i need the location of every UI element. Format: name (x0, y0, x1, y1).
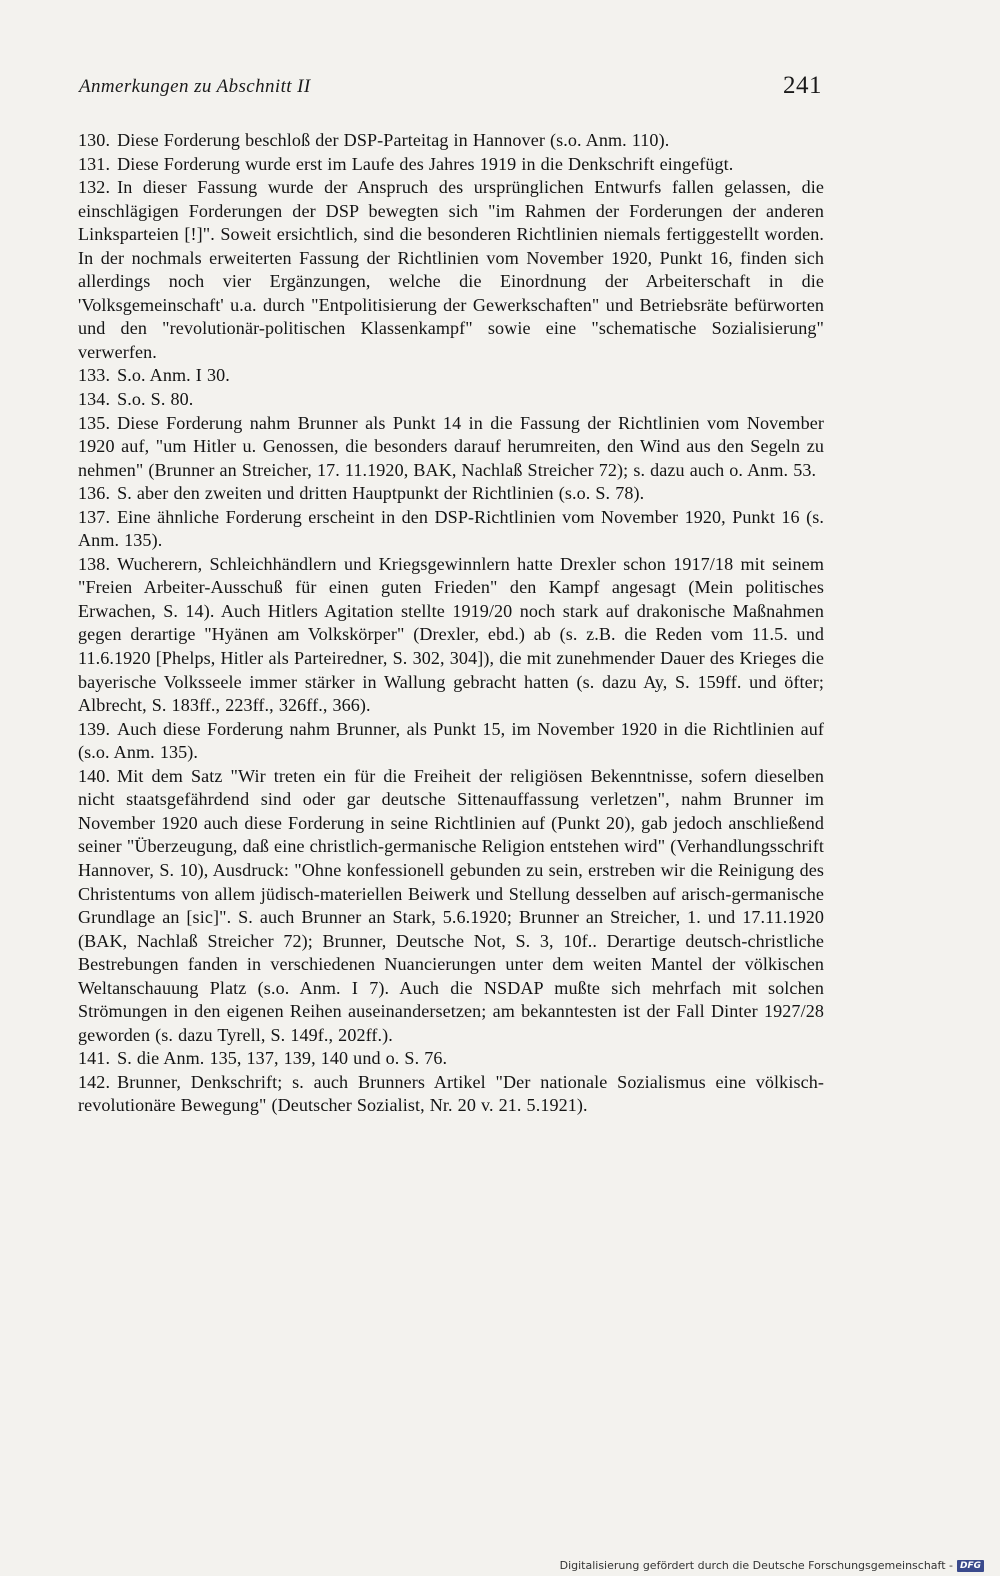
endnote-130 (78, 129, 824, 153)
note-text: Brunner, Denkschrift; s. auch Brunners Artikel "Der nationale Sozialismus eine völkisch-revolutionäre Bewegung" (Deutscher Sozialist, Nr. 20 v. 21. 5.1921). (78, 1071, 824, 1116)
note-text: S. aber den zweiten und dritten Hauptpunkt der Richtlinien (s.o. S. 78). (117, 483, 645, 504)
note-text: S.o. S. 80. (117, 389, 194, 410)
note-text: Diese Forderung wurde erst im Laufe des Jahres 1919 in die Denkschrift eingefügt. (117, 153, 734, 174)
note-number: 137. (78, 506, 111, 527)
note-text: Diese Forderung beschloß der DSP-Parteitag in Hannover (s.o. Anm. 110). (117, 130, 670, 150)
note-number: 130. (78, 130, 111, 150)
note-number: 134. (78, 389, 111, 410)
endnote-133 (78, 364, 824, 388)
note-number: 140. (78, 765, 111, 786)
endnote-140 (78, 765, 824, 1048)
endnotes-list (78, 129, 824, 1118)
endnote-132 (78, 176, 824, 364)
endnote-138 (78, 553, 824, 718)
note-text: Auch diese Forderung nahm Brunner, als Punkt 15, im November 1920 in die Richtlinien auf (s.o. Anm. 135). (78, 718, 824, 763)
endnote-137 (78, 506, 824, 553)
note-number: 133. (78, 365, 111, 386)
note-text: In dieser Fassung wurde der Anspruch des ursprünglichen Entwurfs fallen gelassen, die einschlägigen Forderungen der DSP bewegten sich "im Rahmen der Forderungen der anderen Linksparteien [!]". Soweit ersichtlich, sind die besonderen Richtlinien niemals fertiggestellt worden. In der nochmals erweiterten Fassung der Richtlinien vom November 1920, Punkt 16, finden sich allerdings noch vier Ergänzungen, welche die Einordnung der Arbeiterschaft in die 'Volksgemeinschaft' u.a. durch "Entpolitisierung der Gewerkschaften" und Betriebsräte befürworten und den "revolutionär-politischen Klassenkampf" sowie eine "schematische Sozialisierung" verwerfen. (78, 177, 824, 362)
note-text: S.o. Anm. I 30. (117, 365, 230, 386)
note-text: Eine ähnliche Forderung erscheint in den DSP-Richtlinien vom November 1920, Punkt 16 (s. Anm. 135). (78, 506, 824, 551)
endnote-131 (78, 153, 824, 177)
endnote-141 (78, 1047, 824, 1071)
note-number: 132. (78, 177, 111, 198)
endnote-135 (78, 412, 824, 483)
endnote-134 (78, 388, 824, 412)
note-text: S. die Anm. 135, 137, 139, 140 und o. S. 76. (117, 1048, 448, 1069)
note-text: Wucherern, Schleichhändlern und Kriegsgewinnlern hatte Drexler schon 1917/18 mit seinem "Freien Arbeiter-Ausschuß für einen guten Frieden" den Kampf angesagt (Mein politisches Erwachen, S. 14). Auch Hitlers Agitation stellte 1919/20 noch stark auf drakonische Maßnahmen gegen derartige "Hyänen am Volkskörper" (Drexler, ebd.) ab (s. z.B. die Reden vom 11.5. und 11.6.1920 [Phelps, Hitler als Parteiredner, S. 302, 304]), die mit zunehmender Dauer des Krieges die bayerische Volksseele immer stärker in Wallung gebracht hatten (s. dazu Ay, S. 159ff. und öfter; Albrecht, S. 183ff., 223ff., 326ff., 366). (78, 553, 824, 716)
running-title: Anmerkungen zu Abschnitt II (79, 76, 311, 97)
note-number: 136. (78, 483, 111, 504)
endnote-142 (78, 1071, 824, 1118)
note-number: 131. (78, 153, 111, 174)
note-number: 142. (78, 1071, 111, 1092)
note-text: Diese Forderung nahm Brunner als Punkt 14 in die Fassung der Richtlinien vom November 1920 auf, "um Hitler u. Genossen, die besonders darauf herumreiten, den Wind aus den Segeln zu nehmen" (Brunner an Streicher, 17. 11.1920, BAK, Nachlaß Streicher 72); s. dazu auch o. Anm. 53. (78, 412, 824, 480)
note-number: 139. (78, 718, 111, 739)
note-text: Mit dem Satz "Wir treten ein für die Freiheit der religiösen Bekenntnisse, sofern dieselben nicht staatsgefährdend sind oder gar deutsche Sittenauffassung verletzen", nahm Brunner im November 1920 auch diese Forderung in seine Richtlinien auf (Punkt 20), gab jedoch anschließend seiner "Überzeugung, daß eine christlich-germanische Religion entstehen wird" (Verhandlungsschrift Hannover, S. 10), Ausdruck: "Ohne konfessionell gebunden zu sein, erstreben wir die Reinigung des Christentums von allem jüdisch-materiellen Beiwerk und Stellung desselben auf arisch-germanische Grundlage an [sic]". S. auch Brunner an Stark, 5.6.1920; Brunner an Streicher, 1. und 17.11.1920 (BAK, Nachlaß Streicher 72); Brunner, Deutsche Not, S. 3, 10f.. Derartige deutsch-christliche Bestrebungen fanden in verschiedenen Nuancierungen unter dem weiten Mantel der völkischen Weltanschauung Platz (s.o. Anm. I 7). Auch die NSDAP mußte sich mehrfach mit solchen Strömungen in den eigenen Reihen auseinandersetzen; am bekanntesten ist der Fall Dinter 1927/28 geworden (s. dazu Tyrell, S. 149f., 202ff.). (78, 765, 824, 1045)
running-head (79, 72, 822, 104)
note-number: 141. (78, 1048, 111, 1069)
endnote-136 (78, 482, 824, 506)
note-number: 138. (78, 553, 111, 574)
page-number: 241 (783, 72, 822, 99)
digitization-footer (560, 1559, 984, 1572)
dfg-logo: DFG (957, 1560, 984, 1572)
funding-notice: Digitalisierung gefördert durch die Deutsche Forschungsgemeinschaft - (559, 1559, 953, 1572)
endnote-139 (78, 718, 824, 765)
note-number: 135. (78, 412, 111, 433)
